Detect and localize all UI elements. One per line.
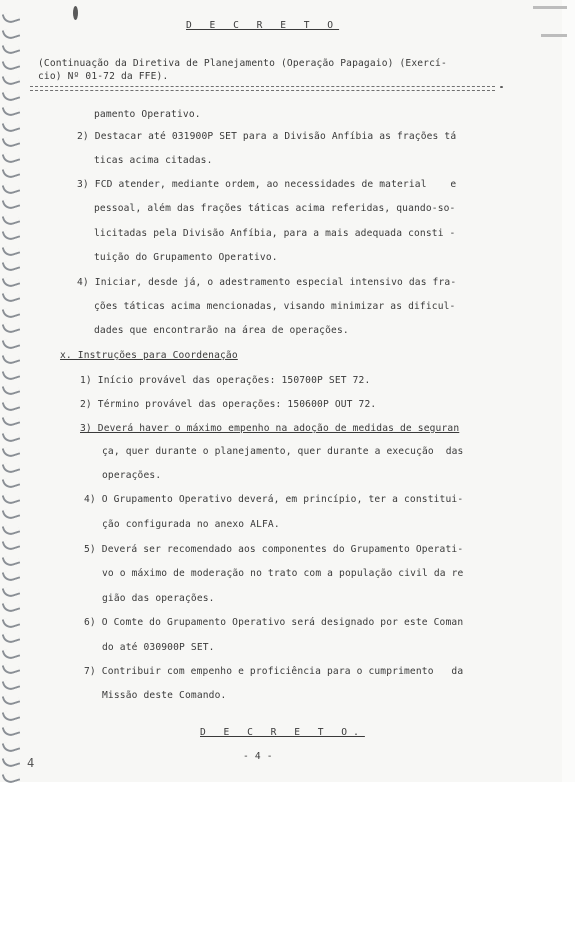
binding-loop — [2, 506, 21, 521]
body-line: tuição do Grupamento Operativo. — [94, 252, 278, 263]
body-line: 4) Iniciar, desde já, o adestramento especial intensivo das fra- — [77, 277, 457, 288]
binding-loop — [2, 599, 21, 614]
binding-loop — [2, 475, 21, 490]
coordination-item: 3) Deverá haver o máximo empenho na adoção de medidas de seguran — [80, 423, 460, 434]
binding-loop — [2, 180, 21, 195]
binding-loop — [2, 723, 21, 738]
body-line: dades que encontrarão na área de operações. — [94, 325, 349, 336]
binding-loop — [2, 211, 21, 226]
binding-loop — [2, 351, 21, 366]
binding-loop — [2, 87, 21, 102]
binding-loop — [2, 118, 21, 133]
coordination-item: 6) O Comte do Grupamento Operativo será designado por este Coman — [84, 617, 464, 628]
binding-loop — [2, 645, 21, 660]
binding-loop — [2, 583, 21, 598]
binding-loop — [2, 490, 21, 505]
binding-loop — [2, 738, 21, 753]
coordination-item: gião das operações. — [102, 593, 215, 604]
body-line: licitadas pela Divisão Anfíbia, para a mais adequada consti - — [94, 228, 456, 239]
binding-loop — [2, 692, 21, 707]
binding-loop — [2, 289, 21, 304]
margin-page-number: 4 — [27, 756, 35, 770]
ink-speck — [73, 6, 78, 20]
body-line: ticas acima citadas. — [94, 155, 213, 166]
coordination-item: Missão deste Comando. — [102, 690, 227, 701]
spiral-binding — [0, 0, 26, 785]
binding-loop — [2, 227, 21, 242]
binding-loop — [2, 335, 21, 350]
binding-loop — [2, 382, 21, 397]
coordination-item: 1) Início provável das operações: 150700P SET 72. — [80, 375, 371, 386]
ink-speck — [500, 86, 503, 88]
coordination-item: 4) O Grupamento Operativo deverá, em princípio, ter a constitui- — [84, 494, 464, 505]
binding-loop — [2, 25, 21, 40]
binding-loop — [2, 428, 21, 443]
binding-loop — [2, 320, 21, 335]
binding-loop — [2, 769, 21, 784]
binding-loop — [2, 196, 21, 211]
separator-rule — [30, 86, 495, 87]
binding-loop — [2, 242, 21, 257]
blank-margin — [0, 782, 575, 947]
binding-loop — [2, 459, 21, 474]
binding-loop — [2, 444, 21, 459]
binding-loop — [2, 165, 21, 180]
binding-loop — [2, 413, 21, 428]
binding-loop — [2, 72, 21, 87]
binding-loop — [2, 273, 21, 288]
body-line: pamento Operativo. — [94, 109, 201, 120]
classification-footer: D E C R E T O. — [200, 727, 365, 738]
separator-rule — [30, 90, 495, 91]
binding-loop — [2, 552, 21, 567]
binding-loop — [2, 41, 21, 56]
binding-loop — [2, 754, 21, 769]
coordination-item: ção configurada no anexo ALFA. — [102, 519, 280, 530]
binding-loop — [2, 258, 21, 273]
binding-loop — [2, 149, 21, 164]
coordination-item: 2) Término provável das operações: 150600P OUT 72. — [80, 399, 377, 410]
binding-loop — [2, 103, 21, 118]
coordination-item: ça, quer durante o planejamento, quer durante a execução das — [102, 446, 464, 457]
body-line: ções táticas acima mencionadas, visando minimizar as dificul- — [94, 301, 456, 312]
coordination-item: 7) Contribuir com empenho e proficiência para o cumprimento da — [84, 666, 464, 677]
page-number: - 4 - — [243, 751, 273, 762]
section-heading: x. Instruções para Coordenação — [60, 350, 238, 361]
binding-loop — [2, 10, 21, 25]
classification-title: D E C R E T O — [186, 20, 340, 31]
scan-mark — [533, 6, 567, 9]
binding-loop — [2, 56, 21, 71]
binding-loop — [2, 614, 21, 629]
binding-loop — [2, 568, 21, 583]
binding-loop — [2, 397, 21, 412]
binding-loop — [2, 134, 21, 149]
body-line: pessoal, além das frações táticas acima referidas, quando-so- — [94, 203, 456, 214]
binding-loop — [2, 304, 21, 319]
coordination-item: operações. — [102, 470, 162, 481]
binding-loop — [2, 630, 21, 645]
coordination-item: do até 030900P SET. — [102, 642, 215, 653]
coordination-item: 5) Deverá ser recomendado aos componentes do Grupamento Operati- — [84, 544, 464, 555]
binding-loop — [2, 676, 21, 691]
continuation-line: cio) Nº 01-72 da FFE). — [38, 71, 169, 82]
continuation-line: (Continuação da Diretiva de Planejamento (Operação Papagaio) (Exercí- — [38, 58, 447, 69]
body-line: 2) Destacar até 031900P SET para a Divisão Anfíbia as frações tá — [77, 131, 457, 142]
binding-loop — [2, 521, 21, 536]
body-line: 3) FCD atender, mediante ordem, ao necessidades de material e — [77, 179, 457, 190]
binding-loop — [2, 366, 21, 381]
binding-loop — [2, 661, 21, 676]
coordination-item: vo o máximo de moderação no trato com a população civil da re — [102, 568, 464, 579]
scan-mark — [541, 34, 567, 37]
binding-loop — [2, 707, 21, 722]
binding-loop — [2, 537, 21, 552]
